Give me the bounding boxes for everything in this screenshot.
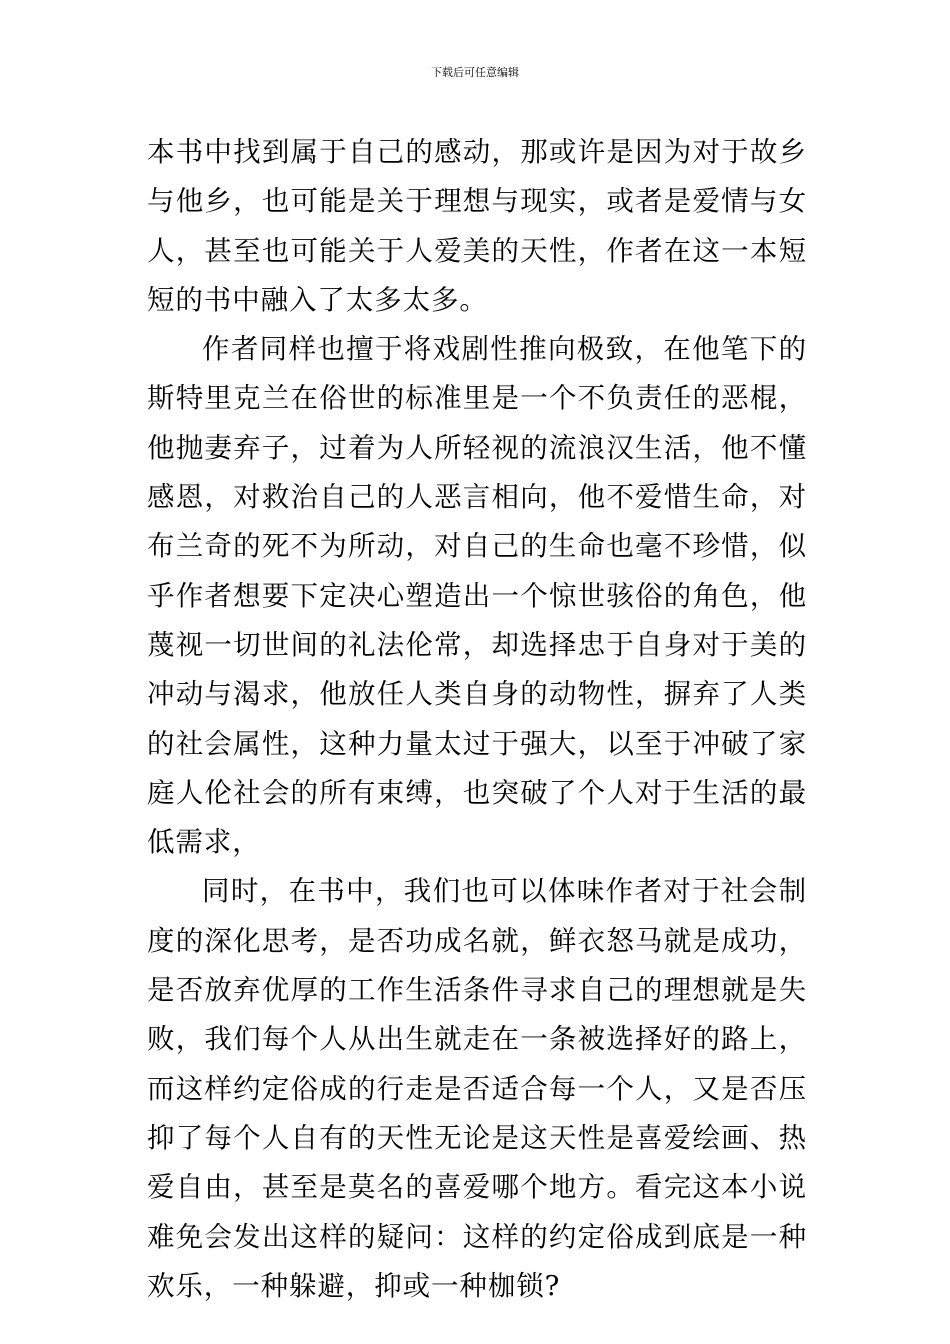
- paragraph-2: 作者同样也擅于将戏剧性推向极致，在他笔下的斯特里克兰在俗世的标准里是一个不负责任的恶棍，他抛妻弃子，过着为人所轻视的流浪汉生活，他不懂感恩，对救治自己的人恶言相向，他不爱惜生命，对布兰奇的死不为所动，对自己的生命也毫不珍惜，似乎作者想要下定决心塑造出一个惊世骇俗的角色，他蔑视一切世间的礼法伦常，却选择忠于自身对于美的冲动与渴求，他放任人类自身的动物性，摒弃了人类的社会属性，这种力量太过于强大，以至于冲破了家庭人伦社会的所有束缚，也突破了个人对于生活的最低需求，: [147, 333, 807, 859]
- document-body: [147, 128, 807, 1311]
- page-header: 下载后可任意编辑: [431, 66, 519, 79]
- paragraph-1: 本书中找到属于自己的感动，那或许是因为对于故乡与他乡，也可能是关于理想与现实，或者是爱情与女人，甚至也可能关于人爱美的天性，作者在这一本短短的书中融入了太多太多。: [147, 136, 807, 316]
- paragraph-3: 同时，在书中，我们也可以体味作者对于社会制度的深化思考，是否功成名就，鲜衣怒马就是成功，是否放弃优厚的工作生活条件寻求自己的理想就是失败，我们每个人从出生就走在一条被选择好的路上，而这样约定俗成的行走是否适合每一个人，又是否压抑了每个人自有的天性无论是这天性是喜爱绘画、热爱自由，甚至是莫名的喜爱哪个地方。看完这本小说难免会发出这样的疑问：这样的约定俗成到底是一种欢乐，一种躲避，抑或一种枷锁?: [147, 875, 807, 1302]
